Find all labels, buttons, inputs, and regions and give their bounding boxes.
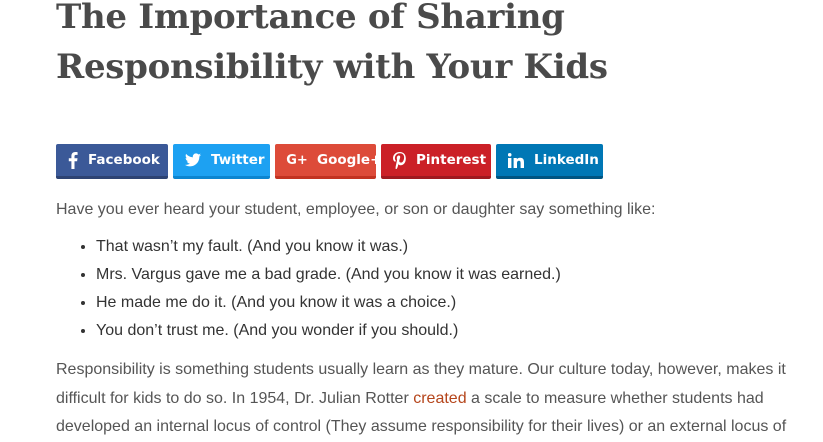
linkedin-share-button[interactable] — [496, 144, 603, 179]
twitter-label: Twitter — [211, 152, 265, 168]
google-plus-label: Google+ — [317, 152, 382, 168]
body-paragraph — [56, 356, 796, 442]
body-text-end: a scale to measure whether students had developed an internal locus of control (They assume responsibility for their lives) or an external locus of — [56, 389, 787, 435]
google-plus-icon: G+ — [286, 152, 308, 168]
body-text-start: Responsibility is something students usually learn as they mature. Our culture today, however, makes it difficult for kids to do so. In 1954, Dr. Julian Rotter — [56, 361, 786, 407]
linkedin-icon — [508, 152, 524, 168]
intro-paragraph: Have you ever heard your student, employee, or son or daughter say something like: — [56, 201, 656, 218]
list-item: • You don’t trust me. (And you wonder if you should.) — [96, 317, 561, 345]
facebook-share-button[interactable] — [56, 144, 168, 179]
twitter-share-button[interactable] — [173, 144, 270, 179]
facebook-icon — [68, 152, 78, 168]
pinterest-icon — [393, 152, 406, 168]
google-plus-share-button[interactable] — [275, 144, 382, 179]
facebook-label: Facebook — [88, 152, 160, 168]
pinterest-label: Pinterest — [416, 152, 487, 168]
linkedin-label: LinkedIn — [534, 152, 599, 168]
created-link[interactable]: created — [413, 389, 467, 407]
twitter-icon — [185, 152, 201, 168]
list-item: • That wasn’t my fault. (And you know it was.) — [96, 233, 561, 261]
list-item: • Mrs. Vargus gave me a bad grade. (And you know it was earned.) — [96, 261, 561, 289]
pinterest-share-button[interactable] — [381, 144, 491, 179]
list-item: • He made me do it. (And you know it was a choice.) — [96, 289, 561, 317]
quote-list — [56, 233, 561, 345]
article-title: The Importance of Sharing Responsibility with Your Kids — [56, 0, 608, 87]
share-bar — [56, 144, 603, 179]
